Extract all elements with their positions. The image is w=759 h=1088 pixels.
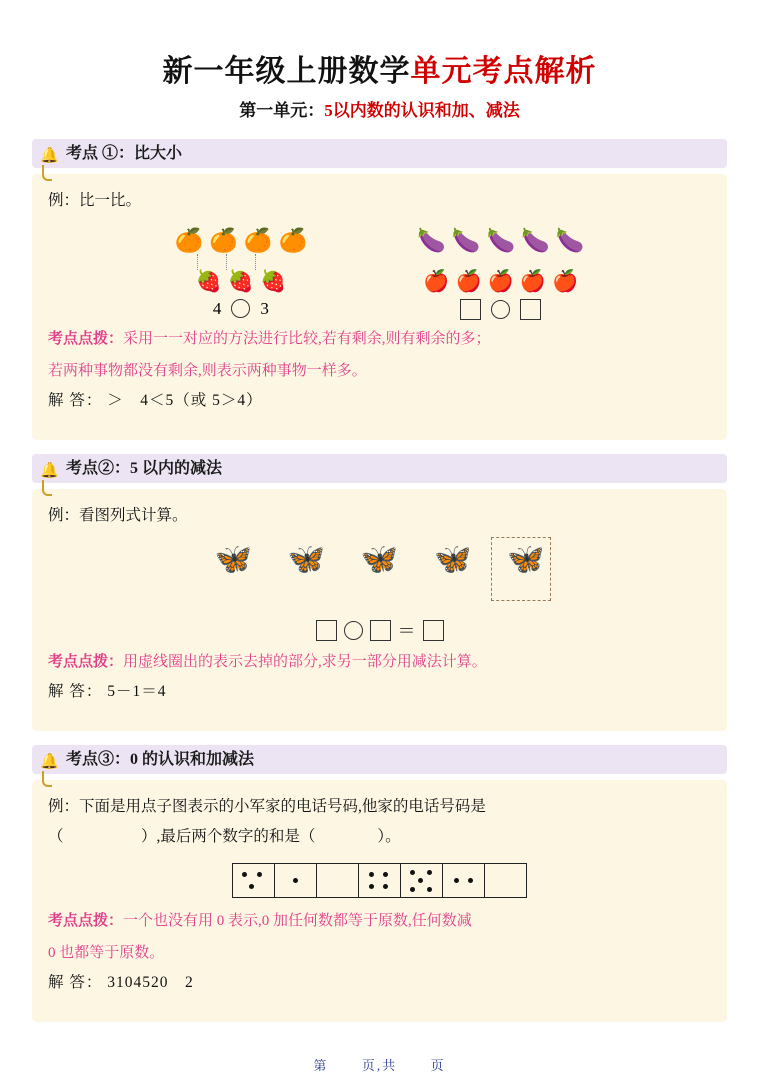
page-footer (0, 1055, 759, 1074)
section-3-header (32, 745, 727, 774)
domino-cell-3 (317, 863, 359, 897)
page-title-black: 新一年级上册数学 (162, 55, 411, 88)
compare-right-number: 3 (260, 298, 269, 318)
answer-box[interactable] (460, 299, 481, 320)
section-1-heading-text: 考点 ①：比大小 (66, 145, 183, 162)
butterfly-icon: 🦋 (507, 543, 545, 577)
section-1-tip-2 (48, 358, 711, 384)
section-3-question-line2: （ ）,最后两个数字的和是（ ）。 (48, 828, 401, 846)
figure-group-right (417, 228, 584, 319)
section-3-body (32, 780, 727, 1022)
domino-cell-4 (359, 863, 401, 897)
bracket-decor-icon (42, 771, 52, 787)
apple-icon-row (417, 270, 584, 293)
page-subtitle (32, 96, 727, 121)
section-3-tip-label: 考点点拨： (48, 912, 124, 929)
section-3-answer-label: 解 答： (48, 974, 103, 992)
section-3-heading-text: 考点③：0 的认识和加减法 (66, 750, 255, 768)
footer-prefix: 第 (313, 1058, 329, 1073)
compare-row-left (175, 299, 308, 319)
apple-icon: 🍎 (519, 268, 546, 293)
apple-icon: 🍎 (423, 268, 450, 293)
domino-cell-5 (401, 863, 443, 897)
dot-group-2 (443, 864, 484, 897)
compare-left-number: 4 (212, 298, 222, 318)
section-2-answer (48, 679, 711, 701)
section-1-answer-label: 解 答： (48, 392, 103, 410)
equation-row (48, 617, 711, 643)
section-3-question-line1: 例：下面是用点子图表示的小军家的电话号码,他家的电话号码是 (48, 797, 486, 815)
domino-cell-1 (233, 863, 275, 897)
footer-page-number (338, 1058, 353, 1073)
eggplant-icon: 🍆 (451, 228, 481, 254)
section-2 (32, 454, 727, 731)
eggplant-icon: 🍆 (486, 228, 516, 254)
operator-box[interactable] (344, 621, 363, 640)
connector-dot (186, 254, 209, 270)
dashed-selection-box (491, 537, 551, 601)
connector-dot (244, 254, 267, 270)
apple-icon: 🍎 (552, 268, 579, 293)
orange-icon: 🍊 (209, 228, 238, 254)
section-1-tip (48, 326, 711, 352)
eggplant-icon: 🍆 (555, 228, 585, 254)
apple-icon: 🍎 (455, 268, 482, 293)
section-3-tip (48, 908, 711, 934)
dot-group-5 (401, 864, 442, 897)
section-2-answer-text: 5－1＝4 (107, 683, 167, 701)
butterfly-icon: 🦋 (433, 543, 472, 577)
butterfly-icon: 🦋 (360, 543, 399, 577)
answer-box[interactable] (316, 620, 337, 641)
section-1-header (32, 139, 727, 168)
section-1-figure (48, 228, 711, 319)
connector-dots-row (417, 254, 584, 270)
footer-middle: 页,共 (361, 1058, 398, 1073)
butterfly-icon: 🦋 (287, 543, 326, 577)
strawberry-icon-row (175, 270, 308, 293)
dot-group-0 (485, 864, 526, 897)
answer-box[interactable] (423, 620, 444, 641)
section-1-answer-text: ＞ 4＜5（或 5＞4） (107, 392, 263, 410)
section-3-tip-line2: 0 也都等于原数。 (48, 944, 165, 961)
butterfly-icon: 🦋 (214, 543, 252, 577)
section-2-answer-label: 解 答： (48, 683, 103, 701)
compare-row-right (417, 299, 584, 320)
page-subtitle-red: 5以内数的认识和加、减法 (324, 101, 520, 120)
dot-group-4 (359, 864, 400, 897)
page-subtitle-black: 第一单元： (239, 101, 325, 120)
page-title-red: 单元考点解析 (410, 55, 597, 88)
connector-dot (273, 254, 296, 270)
section-1-tip-line2: 若两种事物都没有剩余,则表示两种事物一样多。 (48, 362, 367, 379)
section-1-answer (48, 388, 711, 410)
strawberry-icon: 🍓 (195, 268, 222, 293)
section-2-header (32, 454, 727, 483)
section-1-body (32, 174, 727, 440)
section-3 (32, 745, 727, 1022)
domino-figure (48, 863, 711, 898)
dot-group-0 (317, 864, 358, 897)
section-2-tip (48, 649, 711, 675)
strawberry-icon: 🍓 (227, 268, 254, 293)
figure-group-left (175, 228, 308, 319)
domino-table (232, 863, 527, 898)
section-2-tip-line1: 用虚线圈出的表示去掉的部分,求另一部分用减法计算。 (123, 654, 487, 671)
section-2-body (32, 489, 727, 731)
section-2-figure (215, 545, 545, 607)
answer-box[interactable] (520, 299, 541, 320)
connector-dot (215, 254, 238, 270)
section-1-tip-line1: 采用一一对应的方法进行比较,若有剩余,则有剩余的多； (123, 330, 491, 347)
bell-icon: 🔔 (40, 462, 59, 479)
eggplant-icon-row (417, 228, 584, 253)
orange-icon: 🍊 (174, 228, 204, 254)
orange-icon: 🍊 (243, 228, 273, 254)
page-title (32, 46, 727, 90)
answer-box[interactable] (370, 620, 391, 641)
dot-group-3 (233, 864, 274, 897)
section-1 (32, 139, 727, 440)
section-3-answer-text: 3104520 2 (107, 974, 194, 992)
domino-row (233, 863, 527, 897)
dot-group-1 (275, 864, 316, 897)
domino-cell-2 (275, 863, 317, 897)
bell-icon: 🔔 (40, 148, 59, 164)
bracket-decor-icon (42, 480, 52, 496)
section-2-question: 例：看图列式计算。 (48, 506, 188, 524)
orange-icon: 🍊 (278, 228, 308, 254)
section-2-tip-label: 考点点拨： (48, 654, 124, 671)
strawberry-icon: 🍓 (259, 268, 287, 293)
section-3-answer (48, 970, 711, 992)
domino-cell-6 (443, 863, 485, 897)
bell-icon: 🔔 (40, 753, 59, 770)
section-3-tip-line1: 一个也没有用 0 表示,0 加任何数都等于原数,任何数减 (123, 912, 472, 929)
domino-cell-7 (485, 863, 527, 897)
section-1-tip-label: 考点点拨： (48, 330, 124, 347)
footer-total-pages (406, 1058, 421, 1073)
apple-icon: 🍎 (487, 268, 514, 293)
section-3-tip-2 (48, 940, 711, 966)
section-2-heading-text: 考点②：5 以内的减法 (66, 459, 223, 477)
section-1-question: 例：比一比。 (48, 192, 142, 209)
eggplant-icon: 🍆 (521, 228, 550, 254)
footer-suffix: 页 (430, 1058, 446, 1073)
compare-operator-circle[interactable] (491, 300, 510, 319)
bracket-decor-icon (42, 165, 52, 181)
eggplant-icon: 🍆 (417, 228, 446, 254)
equals-sign: ＝ (397, 621, 416, 642)
compare-operator-circle[interactable] (231, 299, 250, 318)
orange-icon-row (175, 228, 308, 253)
connector-dots-row (175, 254, 308, 270)
